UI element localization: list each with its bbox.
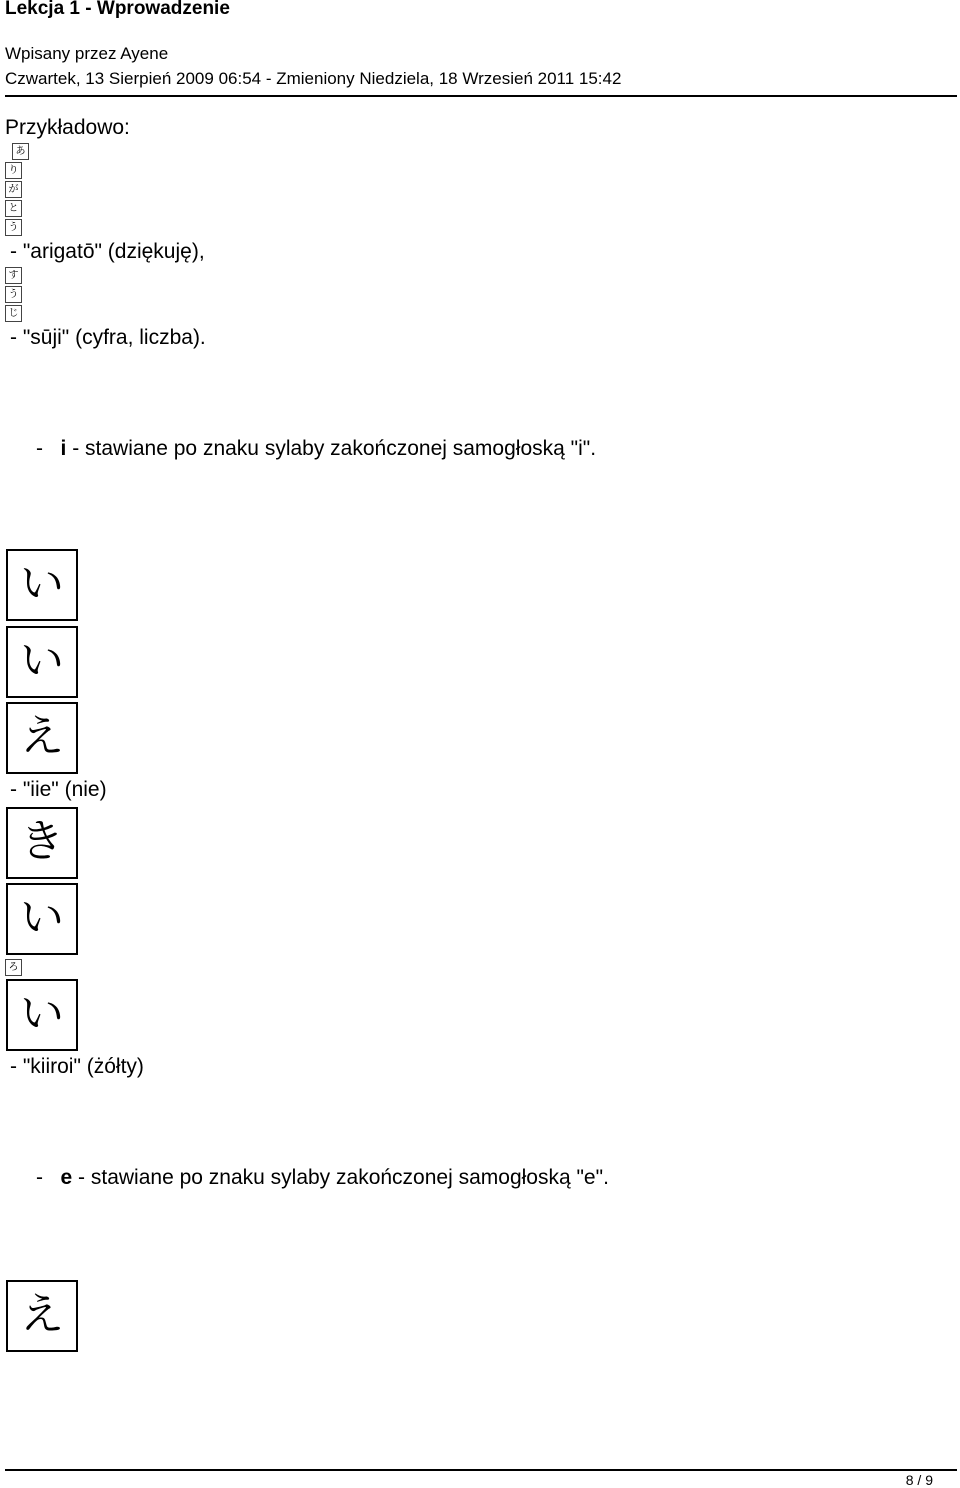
rule-dash: - bbox=[36, 437, 43, 460]
rule-text: - stawiane po znaku sylaby zakończonej samogłoską "i". bbox=[72, 437, 597, 460]
intro-label: Przykładowo: bbox=[5, 116, 130, 139]
kana-tile: ろ bbox=[5, 959, 22, 976]
date-line: Czwartek, 13 Sierpień 2009 06:54 - Zmieniony Niedziela, 18 Wrzesień 2011 15:42 bbox=[5, 69, 622, 88]
kana-tile: あ bbox=[12, 143, 29, 160]
kana-tile: す bbox=[5, 267, 22, 284]
kana-tile-large: い bbox=[6, 883, 78, 955]
kana-tile-large: い bbox=[6, 549, 78, 621]
footer-rule bbox=[5, 1469, 957, 1471]
kana-tile-large: き bbox=[6, 807, 78, 879]
kana-tile-large: い bbox=[6, 626, 78, 698]
author-line: Wpisany przez Ayene bbox=[5, 44, 169, 63]
kana-tile-large: い bbox=[6, 979, 78, 1051]
kana-tile-large: え bbox=[6, 1280, 78, 1352]
kana-tile: が bbox=[5, 181, 22, 198]
rule-letter: i bbox=[60, 437, 67, 460]
rule-i-line bbox=[36, 437, 596, 461]
rule-dash: - bbox=[36, 1166, 43, 1189]
document-title: Lekcja 1 - Wprowadzenie bbox=[5, 0, 230, 19]
example-text: - "sūji" (cyfra, liczba). bbox=[10, 326, 206, 349]
rule-letter: e bbox=[60, 1166, 73, 1189]
header-rule bbox=[5, 95, 957, 97]
kana-tile: う bbox=[5, 286, 22, 303]
kana-tile: う bbox=[5, 219, 22, 236]
page-number: 8 / 9 bbox=[905, 1472, 933, 1488]
rule-e-line bbox=[36, 1166, 609, 1190]
example-text: - "arigatō" (dziękuję), bbox=[10, 240, 205, 263]
kana-tile: り bbox=[5, 162, 22, 179]
example-text: - "iie" (nie) bbox=[10, 778, 107, 801]
kana-tile: じ bbox=[5, 305, 22, 322]
example-text: - "kiiroi" (żółty) bbox=[10, 1055, 144, 1078]
kana-tile: と bbox=[5, 200, 22, 217]
kana-tile-large: え bbox=[6, 702, 78, 774]
rule-text: - stawiane po znaku sylaby zakończonej samogłoską "e". bbox=[78, 1166, 609, 1189]
